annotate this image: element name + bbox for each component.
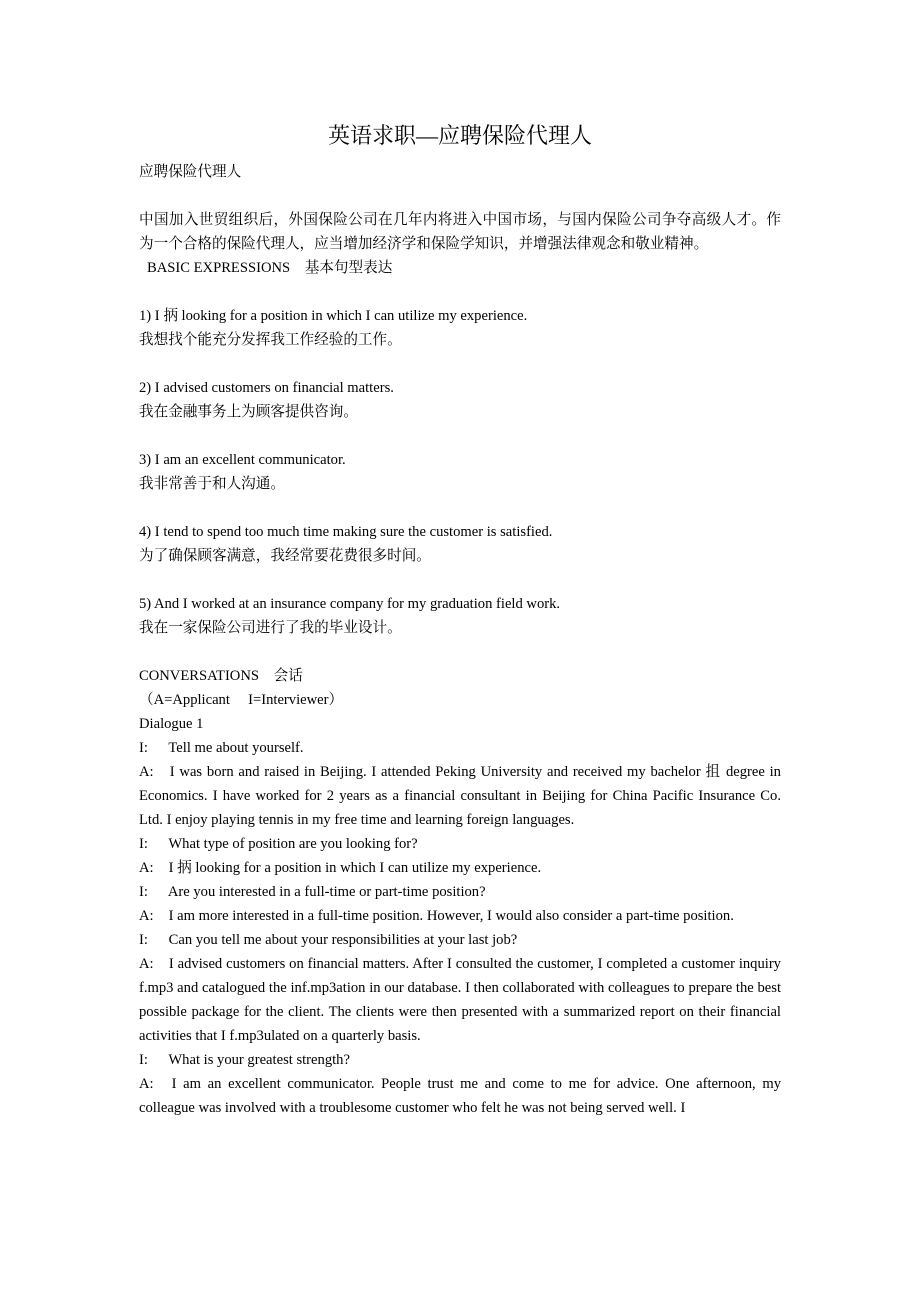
speaker-label: A: <box>139 860 154 876</box>
expression-english: 2) I advised customers on financial matters. <box>139 380 394 396</box>
expression-english: 5) And I worked at an insurance company for my graduation field work. <box>139 596 561 612</box>
dialogue-turn <box>139 880 781 904</box>
dialogue-turn <box>139 736 781 760</box>
expression-chinese: 为了确保顾客满意，我经常要花费很多时间。 <box>139 548 431 564</box>
intro-paragraph: 中国加入世贸组织后，外国保险公司在几年内将进入中国市场，与国内保险公司争夺高级人才。作为一个合格的保险代理人，应当增加经济学和保险学知识，并增强法律观念和敬业精神。 <box>139 212 781 252</box>
dialogue-text: I advised customers on financial matters. After I consulted the customer, I completed a customer inquiry f.mp3 and catalogued the inf.mp3ation in our database. I then collaborated with colleagues to prepare the best possible package for the client. The clients were then presented with a summarized report on their financial activities that I f.mp3ulated on a quarterly basis. <box>139 956 781 1044</box>
dialogue-turn <box>139 856 781 880</box>
expression-chinese: 我在金融事务上为顾客提供咨询。 <box>139 404 358 420</box>
expression-5 <box>139 592 781 640</box>
spacer <box>139 280 781 304</box>
speaker-label: I: <box>139 932 148 948</box>
dialogue-turn <box>139 1072 781 1120</box>
expression-english: 4) I tend to spend too much time making sure the customer is satisfied. <box>139 524 553 540</box>
document-subtitle: 应聘保险代理人 <box>139 164 242 180</box>
roles-legend: （A=Applicant I=Interviewer） <box>139 692 344 708</box>
dialogue-turn <box>139 952 781 1048</box>
spacer <box>139 640 781 664</box>
spacer <box>139 568 781 592</box>
speaker-label: A: <box>139 956 154 972</box>
expression-2 <box>139 376 781 424</box>
dialogue-turn <box>139 760 781 832</box>
spacer <box>139 352 781 376</box>
dialogue-text: I was born and raised in Beijing. I attended Peking University and received my bachelor 抯 degree in Economics. I have worked for 2 years as a financial consultant in Beijing for China Pacific Insurance Co. Ltd. I enjoy playing tennis in my free time and learning foreign languages. <box>139 764 781 828</box>
dialogue-text: Can you tell me about your responsibilities at your last job? <box>168 932 518 948</box>
expression-chinese: 我在一家保险公司进行了我的毕业设计。 <box>139 620 402 636</box>
spacer <box>139 424 781 448</box>
spacer <box>139 184 781 208</box>
basic-expressions-heading: BASIC EXPRESSIONS 基本句型表达 <box>147 260 393 276</box>
speaker-label: I: <box>139 740 148 756</box>
speaker-label: I: <box>139 836 148 852</box>
conversations-heading: CONVERSATIONS 会话 <box>139 668 303 684</box>
speaker-label: I: <box>139 884 148 900</box>
speaker-label: A: <box>139 1076 154 1092</box>
dialogue-text: Are you interested in a full-time or part-time position? <box>167 884 486 900</box>
speaker-label: I: <box>139 1052 148 1068</box>
speaker-label: A: <box>139 908 154 924</box>
dialogue-text: What is your greatest strength? <box>168 1052 350 1068</box>
dialogue-text: I 抦 looking for a position in which I can utilize my experience. <box>168 860 542 876</box>
expression-1 <box>139 304 781 352</box>
dialogue-text: What type of position are you looking for? <box>168 836 418 852</box>
expression-english: 1) I 抦 looking for a position in which I can utilize my experience. <box>139 308 528 324</box>
dialogue-text: Tell me about yourself. <box>168 740 304 756</box>
expression-english: 3) I am an excellent communicator. <box>139 452 346 468</box>
document-page <box>139 118 781 1120</box>
expression-3 <box>139 448 781 496</box>
dialogue-turn <box>139 1048 781 1072</box>
spacer <box>139 496 781 520</box>
dialogue-turn <box>139 928 781 952</box>
dialogue-text: I am more interested in a full-time position. However, I would also consider a part-time position. <box>168 908 734 924</box>
speaker-label: A: <box>139 764 154 780</box>
expression-4 <box>139 520 781 568</box>
dialogue-text: I am an excellent communicator. People trust me and come to me for advice. One afternoon, my colleague was involved with a troublesome customer who felt he was not being served well. I <box>139 1076 781 1116</box>
document-title: 英语求职—应聘保险代理人 <box>327 123 592 148</box>
dialogue-turn <box>139 832 781 856</box>
dialogue-turn <box>139 904 781 928</box>
dialogue-label: Dialogue 1 <box>139 716 204 732</box>
expression-chinese: 我想找个能充分发挥我工作经验的工作。 <box>139 332 402 348</box>
expression-chinese: 我非常善于和人沟通。 <box>139 476 285 492</box>
